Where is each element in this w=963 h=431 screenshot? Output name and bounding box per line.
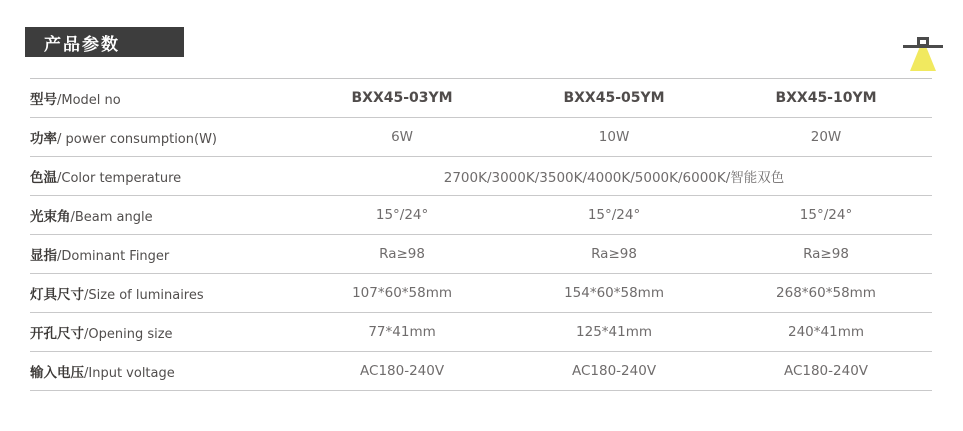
cell-value: Ra≥98 xyxy=(591,246,637,262)
row-label xyxy=(30,88,296,108)
cell-value: AC180-240V xyxy=(783,363,869,379)
row-label xyxy=(30,283,296,303)
row-label-zh: 色温 xyxy=(30,170,57,186)
row-label xyxy=(30,244,296,264)
cell-value: BXX45-05YM xyxy=(563,90,665,106)
cell-value: 154*60*58mm xyxy=(564,285,664,301)
spec-table xyxy=(30,78,932,391)
cell-value: 15°/24° xyxy=(375,207,429,223)
row-label-zh: 显指 xyxy=(30,248,57,264)
row-label-zh: 型号 xyxy=(30,92,57,108)
cell-value: AC180-240V xyxy=(571,363,657,379)
row-label-en: /Input voltage xyxy=(84,366,175,381)
cell-value: BXX45-10YM xyxy=(775,90,877,106)
cell-value: 268*60*58mm xyxy=(776,285,876,301)
cell-value: Ra≥98 xyxy=(803,246,849,262)
row-label xyxy=(30,127,296,147)
row-label-en: /Dominant Finger xyxy=(57,249,170,264)
row-label xyxy=(30,361,296,381)
cell-value-span: 2700K/3000K/3500K/4000K/5000K/6000K/智能双色 xyxy=(443,170,785,186)
cell-value: 125*41mm xyxy=(576,324,653,340)
table-row xyxy=(30,352,932,391)
cell-value: 15°/24° xyxy=(587,207,641,223)
table-row xyxy=(30,118,932,157)
row-label-en: /Size of luminaires xyxy=(84,288,204,303)
table-row xyxy=(30,274,932,313)
row-label-zh: 功率 xyxy=(30,131,57,147)
row-label xyxy=(30,322,296,342)
row-label xyxy=(30,205,296,225)
row-label-zh: 灯具尺寸 xyxy=(30,287,84,303)
downlight-beam-icon xyxy=(910,48,936,71)
table-row xyxy=(30,313,932,352)
table-row xyxy=(30,196,932,235)
cell-value: AC180-240V xyxy=(360,363,445,379)
cell-value: Ra≥98 xyxy=(379,246,425,262)
row-label-en: /Color temperature xyxy=(57,171,182,186)
row-label-en: /Opening size xyxy=(84,327,173,342)
cell-value: 10W xyxy=(598,129,630,145)
table-row xyxy=(30,235,932,274)
row-label-en: /Model no xyxy=(57,93,121,108)
cell-value: 15°/24° xyxy=(799,207,853,223)
row-label-en: / power consumption(W) xyxy=(57,132,217,147)
cell-value: 107*60*58mm xyxy=(352,285,453,301)
section-title: 产品参数 xyxy=(25,27,184,57)
cell-value: 6W xyxy=(391,129,414,145)
row-label-zh: 光束角 xyxy=(30,209,71,225)
cell-value: 20W xyxy=(810,129,842,145)
row-label-en: /Beam angle xyxy=(70,210,153,225)
table-row xyxy=(30,79,932,118)
row-label-zh: 输入电压 xyxy=(30,365,84,381)
cell-value: 240*41mm xyxy=(788,324,864,340)
cell-value: BXX45-03YM xyxy=(351,90,453,106)
table-row xyxy=(30,157,932,196)
row-label xyxy=(30,166,296,186)
downlight-bar-icon xyxy=(903,45,943,48)
downlight-icon xyxy=(903,36,943,72)
cell-value: 77*41mm xyxy=(368,324,436,340)
row-label-zh: 开孔尺寸 xyxy=(30,326,84,342)
